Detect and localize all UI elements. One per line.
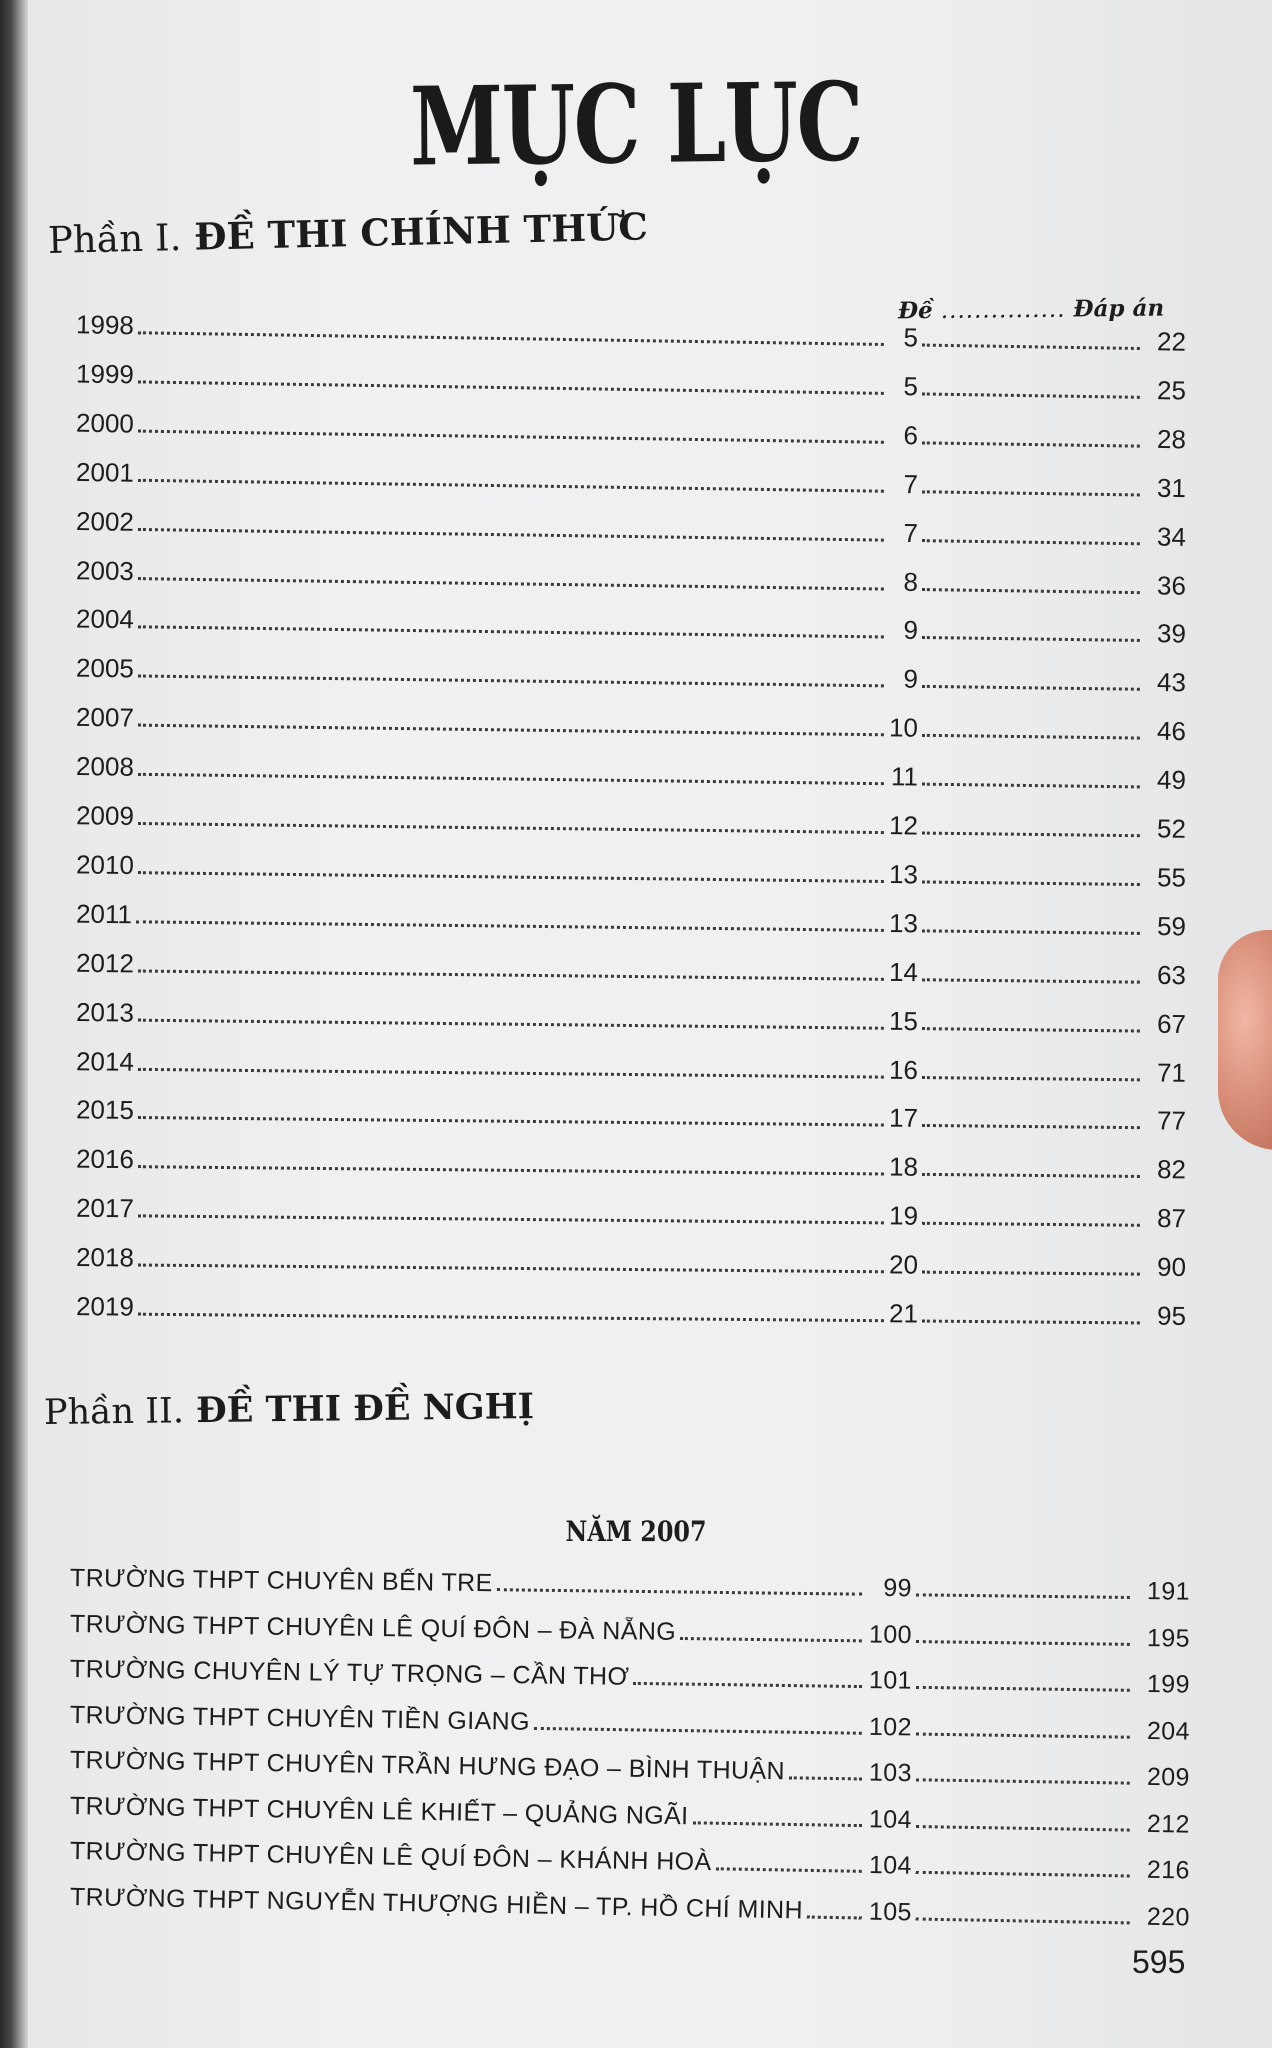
part2-heading xyxy=(44,1386,535,1433)
de-page-number: 99 xyxy=(883,1573,913,1603)
dot-leader xyxy=(922,1027,1140,1032)
toc-label: TRƯỜNG THPT CHUYÊN BẾN TRE xyxy=(69,1564,493,1598)
dot-leader xyxy=(916,1825,1130,1832)
de-page-number: 10 xyxy=(888,712,919,743)
dot-leader xyxy=(138,1215,884,1225)
dapan-page-number: 63 xyxy=(1156,959,1187,990)
dapan-page-number: 71 xyxy=(1156,1057,1187,1088)
de-page-number: 100 xyxy=(868,1619,913,1649)
dot-leader xyxy=(922,1222,1140,1227)
toc-label: 2002 xyxy=(75,505,135,537)
dot-leader xyxy=(922,929,1140,935)
dot-leader xyxy=(922,1271,1140,1276)
toc-label: 2005 xyxy=(75,652,135,684)
toc-label: 2015 xyxy=(75,1094,135,1126)
dapan-page-number: 46 xyxy=(1156,715,1187,747)
dot-leader xyxy=(922,783,1140,789)
de-page-number: 13 xyxy=(888,907,919,939)
dapan-page-number: 28 xyxy=(1156,423,1187,455)
dot-leader xyxy=(715,1867,861,1873)
de-page-number: 11 xyxy=(890,761,919,792)
dot-leader xyxy=(692,1821,861,1827)
dot-leader xyxy=(922,880,1140,886)
toc-label: 2003 xyxy=(75,554,135,586)
dot-leader xyxy=(916,1640,1130,1646)
toc-label: 2019 xyxy=(75,1291,134,1322)
toc-label: 2012 xyxy=(75,947,135,979)
dot-leader xyxy=(922,539,1140,545)
dot-leader xyxy=(916,1778,1130,1784)
column-header-dapan: Đáp án xyxy=(1073,294,1165,323)
dot-leader xyxy=(922,392,1140,398)
dot-leader xyxy=(633,1682,862,1688)
dapan-page-number: 22 xyxy=(1156,326,1187,357)
dapan-page-number: 52 xyxy=(1156,813,1187,844)
dot-leader xyxy=(807,1915,862,1919)
toc-label: 2009 xyxy=(75,800,135,831)
dapan-page-number: 209 xyxy=(1146,1762,1191,1792)
dot-leader xyxy=(680,1636,862,1641)
dot-leader xyxy=(534,1726,862,1734)
toc-label: TRƯỜNG THPT CHUYÊN LÊ QUÍ ĐÔN – ĐÀ NẴNG xyxy=(69,1609,677,1646)
column-header xyxy=(898,295,1164,325)
dot-leader xyxy=(922,490,1140,496)
dot-leader xyxy=(138,1067,884,1078)
toc-label: TRƯỜNG CHUYÊN LÝ TỰ TRỌNG – CẦN THƠ xyxy=(69,1655,630,1691)
year-heading: NĂM 2007 xyxy=(565,1515,707,1548)
book-spine-edge xyxy=(0,0,28,2048)
dapan-page-number: 195 xyxy=(1146,1623,1191,1653)
toc-label: 2013 xyxy=(75,996,135,1028)
de-page-number: 101 xyxy=(868,1666,913,1695)
dot-leader xyxy=(922,636,1140,642)
dot-leader xyxy=(922,685,1140,691)
de-page-number: 7 xyxy=(903,468,919,499)
dot-leader xyxy=(922,1320,1140,1325)
dapan-page-number: 34 xyxy=(1156,521,1187,552)
dot-leader xyxy=(922,588,1140,594)
de-page-number: 5 xyxy=(903,322,919,353)
column-header-dots: ............... xyxy=(940,296,1066,324)
part1-prefix: Phần I. xyxy=(47,215,182,262)
dot-leader xyxy=(138,1313,884,1323)
toc-label: TRƯỜNG THPT CHUYÊN LÊ KHIẾT – QUẢNG NGÃI xyxy=(69,1791,689,1830)
thumb xyxy=(1218,930,1272,1150)
toc-label: TRƯỜNG THPT CHUYÊN TIỀN GIANG xyxy=(69,1700,531,1736)
toc-label: TRƯỜNG THPT CHUYÊN TRẦN HƯNG ĐẠO – BÌNH THUẬN xyxy=(69,1746,786,1786)
dapan-page-number: 77 xyxy=(1156,1105,1187,1137)
dot-leader xyxy=(497,1588,862,1595)
dapan-page-number: 204 xyxy=(1146,1716,1191,1746)
dapan-page-number: 212 xyxy=(1146,1809,1191,1839)
de-page-number: 20 xyxy=(888,1249,919,1280)
dot-leader xyxy=(138,724,884,737)
part1-title: ĐỀ THI CHÍNH THỨC xyxy=(193,204,649,259)
de-page-number: 8 xyxy=(903,566,919,597)
toc-label: 2014 xyxy=(75,1045,135,1077)
page-number: 595 xyxy=(1132,1944,1186,1980)
dapan-page-number: 191 xyxy=(1146,1577,1191,1606)
toc-label: 2016 xyxy=(75,1143,135,1175)
de-page-number: 13 xyxy=(888,858,919,890)
dot-leader xyxy=(138,577,884,590)
dapan-page-number: 25 xyxy=(1156,374,1187,406)
dapan-page-number: 59 xyxy=(1156,910,1187,942)
dot-leader xyxy=(916,1686,1130,1692)
toc-label: 2018 xyxy=(75,1242,135,1273)
de-page-number: 18 xyxy=(888,1151,919,1183)
toc-label: 2008 xyxy=(75,751,135,782)
dapan-page-number: 82 xyxy=(1156,1154,1187,1185)
dot-leader xyxy=(922,734,1140,740)
dapan-page-number: 220 xyxy=(1146,1902,1191,1932)
dapan-page-number: 49 xyxy=(1156,764,1187,796)
dot-leader xyxy=(922,1124,1140,1129)
dot-leader xyxy=(138,1165,884,1175)
dot-leader xyxy=(136,920,884,932)
toc-label: TRƯỜNG THPT NGUYỄN THƯỢNG HIỀN – TP. HỒ CHÍ MINH xyxy=(69,1882,804,1924)
dot-leader xyxy=(138,773,884,785)
toc-label: 2010 xyxy=(75,849,135,880)
dot-leader xyxy=(916,1871,1130,1878)
de-page-number: 9 xyxy=(903,663,919,695)
dot-leader xyxy=(922,832,1140,838)
dapan-page-number: 39 xyxy=(1156,618,1187,649)
dot-leader xyxy=(789,1776,862,1780)
de-page-number: 104 xyxy=(868,1804,913,1834)
dot-leader xyxy=(138,1116,884,1127)
toc-label: TRƯỜNG THPT CHUYÊN LÊ QUÍ ĐÔN – KHÁNH HOÀ xyxy=(69,1837,712,1877)
toc-label: 2011 xyxy=(75,898,133,930)
dot-leader xyxy=(138,1018,884,1029)
dapan-page-number: 31 xyxy=(1156,472,1187,503)
dot-leader xyxy=(138,822,884,834)
part2-prefix: Phần II. xyxy=(43,1391,185,1433)
dapan-page-number: 55 xyxy=(1156,862,1187,893)
toc-label: 2007 xyxy=(75,702,135,733)
toc-label: 2001 xyxy=(75,456,135,488)
dot-leader xyxy=(138,969,884,980)
dot-leader xyxy=(138,478,884,492)
dot-leader xyxy=(916,1917,1130,1924)
de-page-number: 21 xyxy=(888,1298,919,1329)
toc-label: 2000 xyxy=(75,407,135,439)
de-page-number: 7 xyxy=(903,517,919,548)
de-page-number: 102 xyxy=(868,1712,913,1741)
de-page-number: 17 xyxy=(888,1103,919,1134)
dapan-page-number: 199 xyxy=(1146,1670,1191,1699)
de-page-number: 9 xyxy=(903,615,919,646)
dapan-page-number: 36 xyxy=(1156,569,1187,601)
de-page-number: 5 xyxy=(903,371,919,402)
dot-leader xyxy=(922,344,1140,350)
dapan-page-number: 43 xyxy=(1156,667,1187,698)
dapan-page-number: 90 xyxy=(1156,1251,1187,1283)
column-header-de: Đề xyxy=(897,297,933,325)
toc-label: 2017 xyxy=(75,1192,135,1224)
dot-leader xyxy=(138,675,884,688)
de-page-number: 103 xyxy=(868,1758,913,1788)
dot-leader xyxy=(916,1732,1130,1738)
toc-label: 1998 xyxy=(75,309,135,341)
dapan-page-number: 67 xyxy=(1156,1008,1187,1039)
de-page-number: 16 xyxy=(888,1054,919,1085)
dot-leader xyxy=(922,1173,1140,1178)
page-title: MỤC LỤC xyxy=(409,59,863,191)
dapan-page-number: 216 xyxy=(1146,1855,1191,1885)
dapan-page-number: 95 xyxy=(1156,1300,1187,1331)
toc-label: 1999 xyxy=(75,358,135,390)
de-page-number: 14 xyxy=(888,956,919,987)
dot-leader xyxy=(922,441,1140,447)
dot-leader xyxy=(922,1076,1140,1081)
dot-leader xyxy=(138,528,884,542)
de-page-number: 6 xyxy=(903,419,919,451)
dot-leader xyxy=(922,978,1140,983)
part2-title: ĐỀ THI ĐỀ NGHỊ xyxy=(195,1386,535,1432)
de-page-number: 12 xyxy=(888,810,919,841)
dapan-page-number: 87 xyxy=(1156,1203,1187,1234)
toc-label: 2004 xyxy=(75,603,135,635)
de-page-number: 104 xyxy=(868,1850,913,1880)
de-page-number: 15 xyxy=(888,1005,919,1036)
dot-leader xyxy=(138,1264,884,1274)
de-page-number: 19 xyxy=(888,1200,919,1231)
de-page-number: 105 xyxy=(868,1897,913,1926)
dot-leader xyxy=(916,1593,1130,1599)
dot-leader xyxy=(138,871,884,883)
